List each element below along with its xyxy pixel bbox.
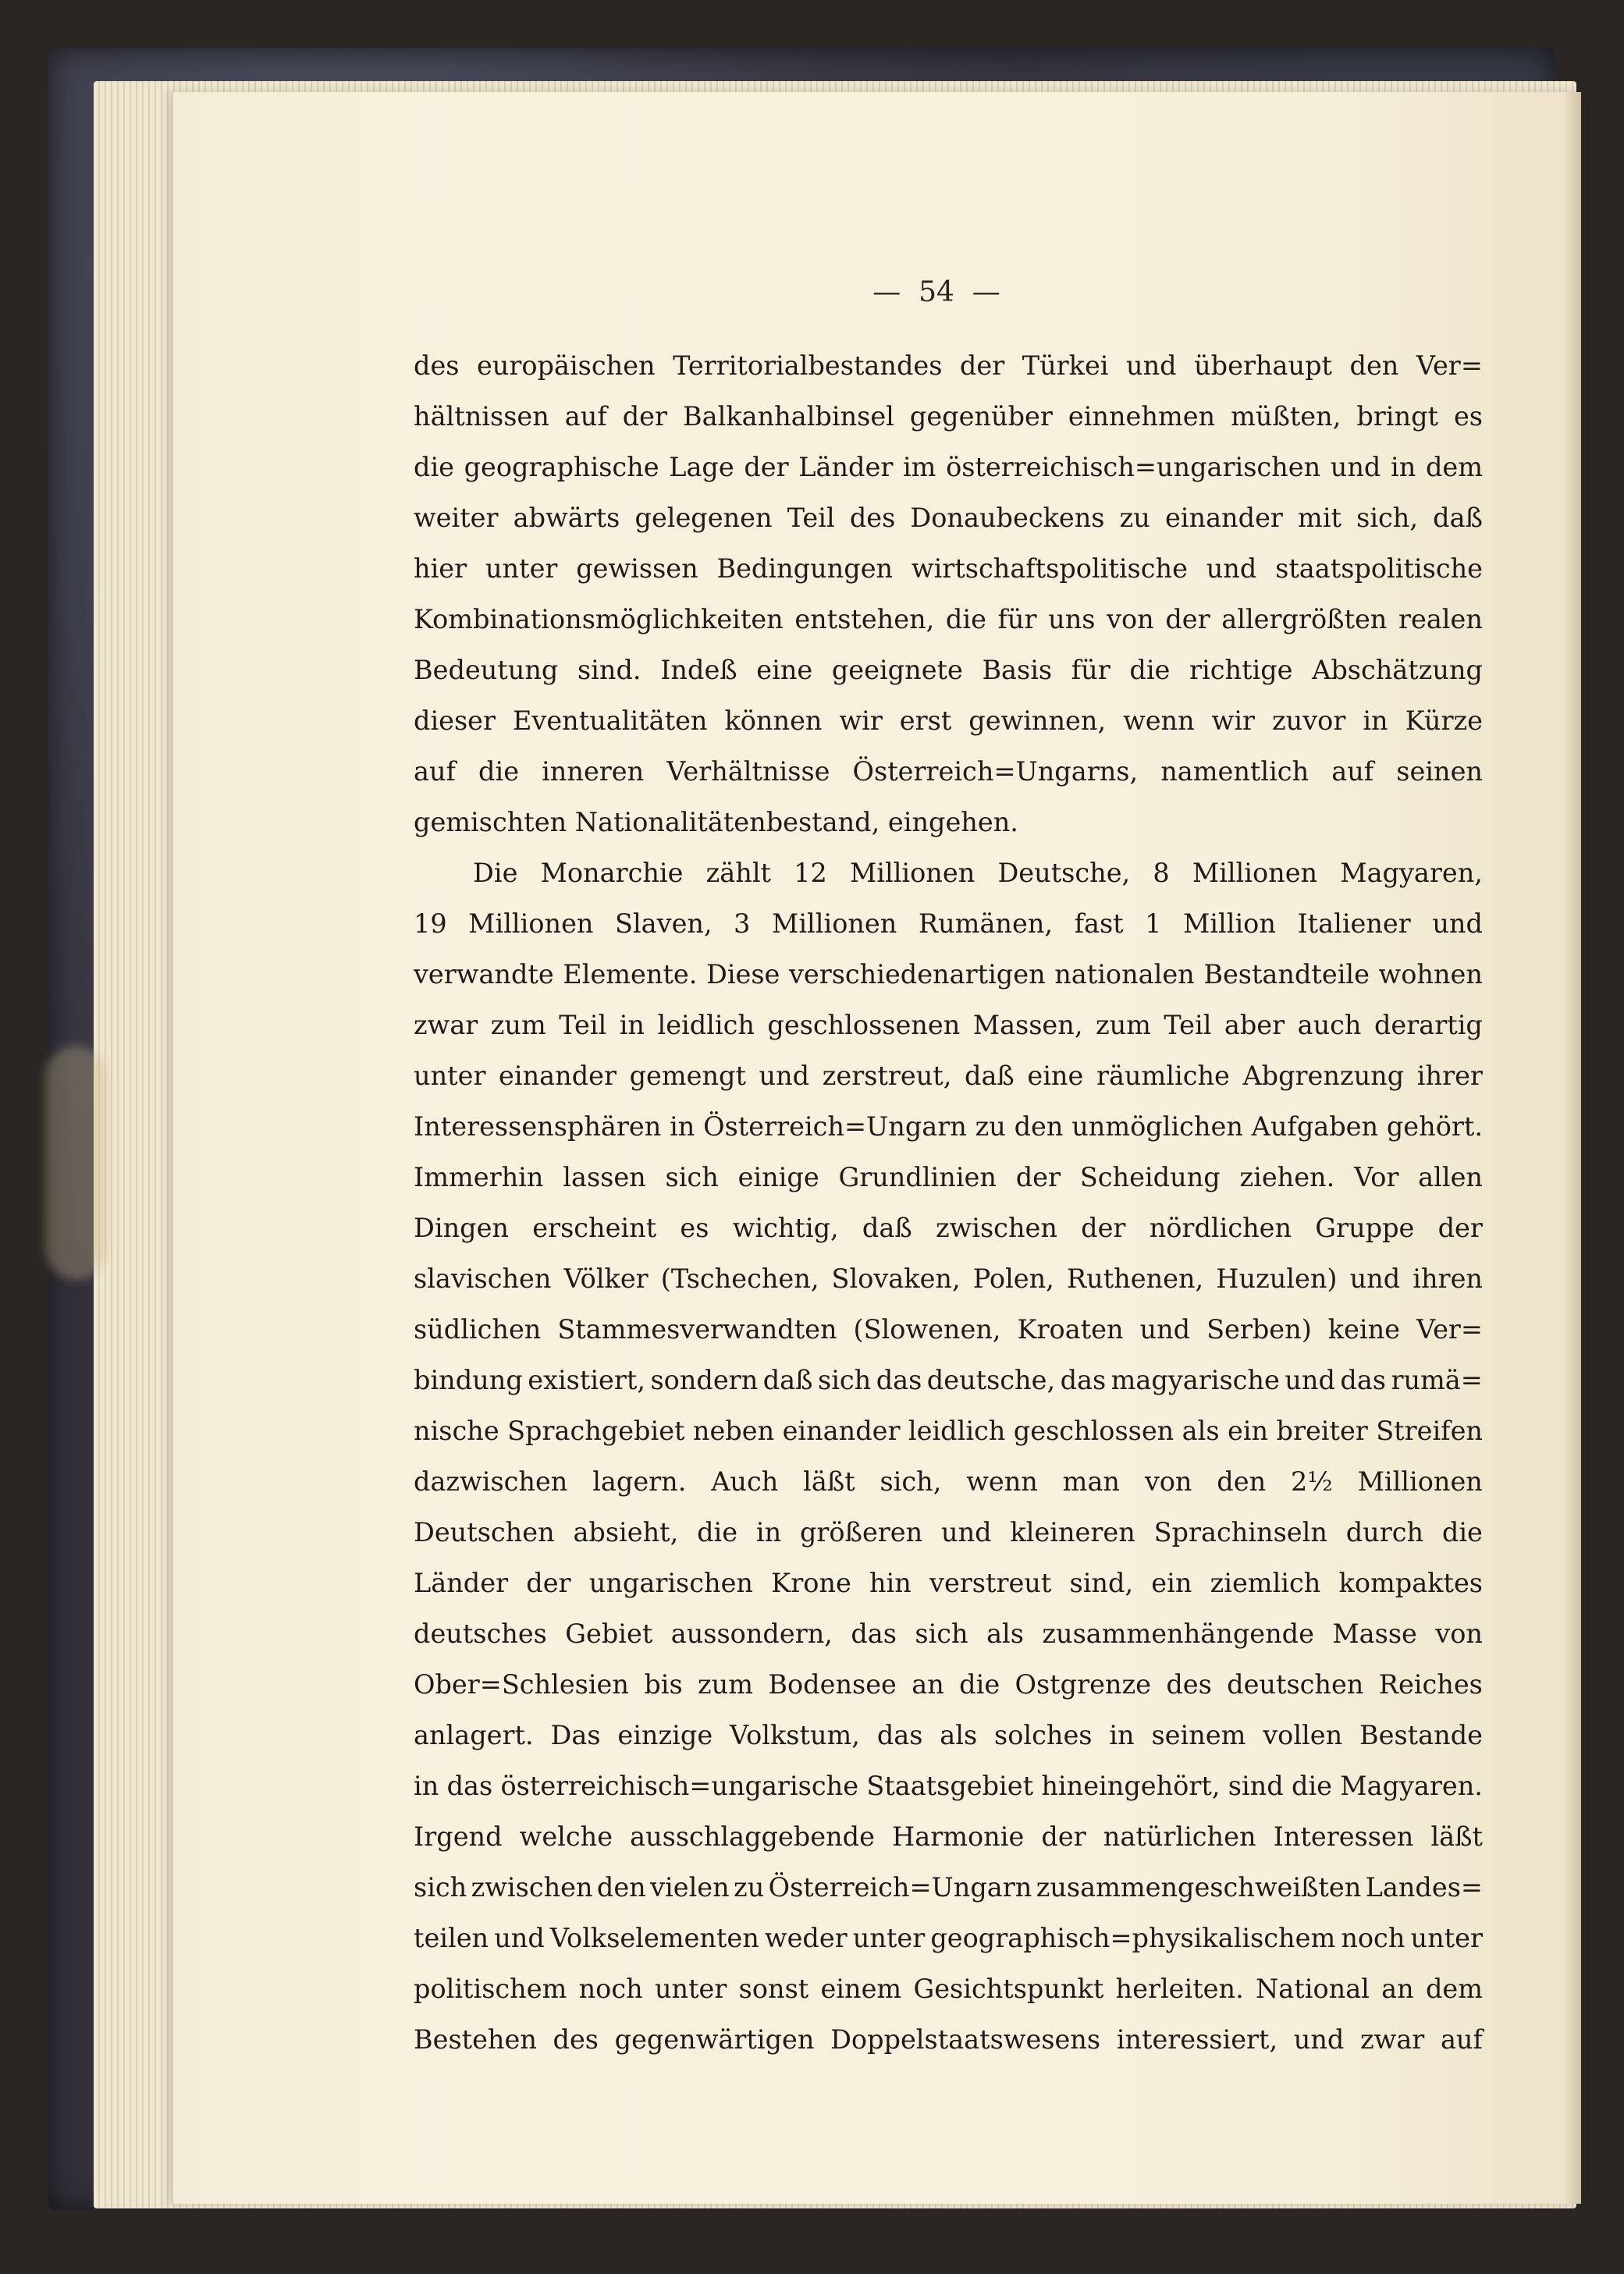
- paper-stain: [45, 1046, 108, 1280]
- text-line: Bestehen des gegenwärtigen Doppelstaatswesens interessiert, und zwar auf: [414, 2024, 1483, 2055]
- text-line: auf die inneren Verhältnisse Österreich=Ungarns, namentlich auf seinen: [414, 756, 1483, 787]
- text-line: bindung existiert, sondern daß sich das deutsche, das magyarische und das rumä=: [414, 1365, 1483, 1395]
- text-line: weiter abwärts gelegenen Teil des Donaubeckens zu einander mit sich, daß: [414, 503, 1483, 533]
- text-line: Die Monarchie zählt 12 Millionen Deutsche, 8 Millionen Magyaren,: [473, 858, 1483, 888]
- text-line: hältnissen auf der Balkanhalbinsel gegenüber einnehmen müßten, bringt es: [414, 401, 1483, 432]
- text-line: zwar zum Teil in leidlich geschlossenen Massen, zum Teil aber auch derartig: [414, 1010, 1483, 1040]
- text-line: hier unter gewissen Bedingungen wirtschaftspolitische und staatspolitische: [414, 553, 1483, 584]
- text-line: sich zwischen den vielen zu Österreich=Ungarn zusammengeschweißten Landes=: [414, 1872, 1483, 1903]
- text-line: Kombinationsmöglichkeiten entstehen, die für uns von der allergrößten realen: [414, 604, 1483, 634]
- text-line: gemischten Nationalitätenbestand, eingehen.: [414, 807, 1018, 837]
- text-line: verwandte Elemente. Diese verschiedenartigen nationalen Bestandteile wohnen: [414, 959, 1483, 990]
- text-line: unter einander gemengt und zerstreut, daß eine räumliche Abgrenzung ihrer: [414, 1061, 1483, 1091]
- text-line: deutsches Gebiet aussondern, das sich als zusammenhängende Masse von: [414, 1618, 1483, 1649]
- text-line: Länder der ungarischen Krone hin verstreut sind, ein ziemlich kompaktes: [414, 1568, 1483, 1598]
- text-line: des europäischen Territorialbestandes der Türkei und überhaupt den Ver=: [414, 350, 1483, 381]
- text-line: die geographische Lage der Länder im österreichisch=ungarischen und in dem: [414, 452, 1483, 482]
- text-line: 19 Millionen Slaven, 3 Millionen Rumänen, fast 1 Million Italiener und: [414, 908, 1483, 939]
- text-line: dazwischen lagern. Auch läßt sich, wenn man von den 2½ Millionen: [414, 1466, 1483, 1497]
- text-line: anlagert. Das einzige Volkstum, das als solches in seinem vollen Bestande: [414, 1720, 1483, 1750]
- text-line: Ober=Schlesien bis zum Bodensee an die Ostgrenze des deutschen Reiches: [414, 1669, 1483, 1700]
- text-line: in das österreichisch=ungarische Staatsgebiet hineingehört, sind die Magyaren.: [414, 1771, 1483, 1801]
- text-line: Dingen erscheint es wichtig, daß zwischen der nördlichen Gruppe der: [414, 1213, 1483, 1243]
- text-line: dieser Eventualitäten können wir erst gewinnen, wenn wir zuvor in Kürze: [414, 705, 1483, 736]
- page-number: — 54 —: [872, 276, 1000, 308]
- page-body-text: [414, 340, 1483, 2065]
- text-line: nische Sprachgebiet neben einander leidlich geschlossen als ein breiter Streifen: [414, 1416, 1483, 1446]
- text-line: teilen und Volkselementen weder unter geographisch=physikalischem noch unter: [414, 1923, 1483, 1953]
- text-line: südlichen Stammesverwandten (Slowenen, Kroaten und Serben) keine Ver=: [414, 1314, 1483, 1345]
- text-line: Immerhin lassen sich einige Grundlinien der Scheidung ziehen. Vor allen: [414, 1162, 1483, 1192]
- text-line: Bedeutung sind. Indeß eine geeignete Basis für die richtige Abschätzung: [414, 655, 1483, 685]
- text-line: Irgend welche ausschlaggebende Harmonie der natürlichen Interessen läßt: [414, 1821, 1483, 1852]
- text-line: Interessensphären in Österreich=Ungarn zu den unmöglichen Aufgaben gehört.: [414, 1111, 1483, 1142]
- text-line: slavischen Völker (Tschechen, Slovaken, Polen, Ruthenen, Huzulen) und ihren: [414, 1263, 1483, 1294]
- page-gutter-shadow: [1562, 92, 1581, 2204]
- text-line: Deutschen absieht, die in größeren und kleineren Sprachinseln durch die: [414, 1517, 1483, 1547]
- text-line: politischem noch unter sonst einem Gesichtspunkt herleiten. National an dem: [414, 1974, 1483, 2004]
